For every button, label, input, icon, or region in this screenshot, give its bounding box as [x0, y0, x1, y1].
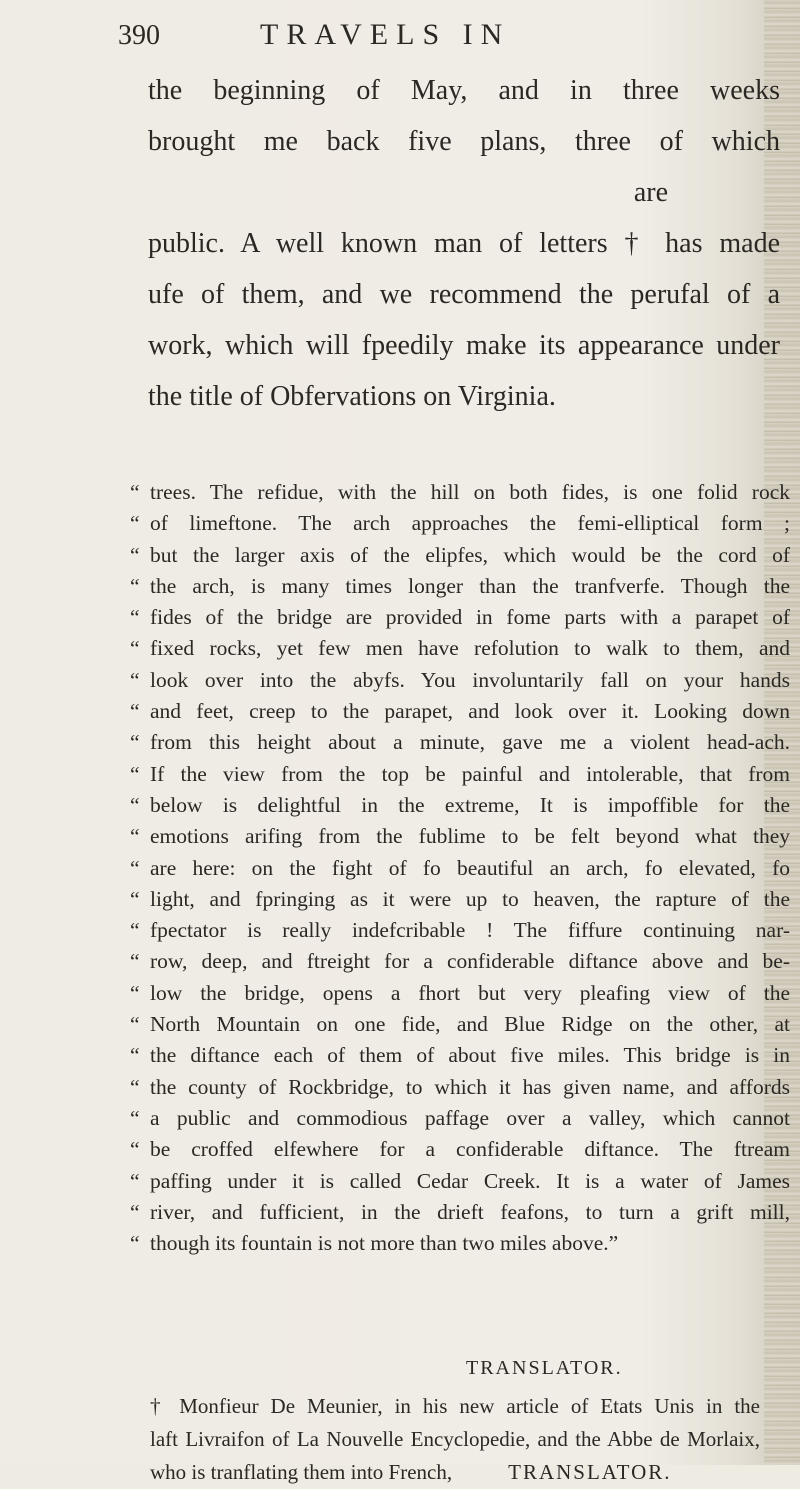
quote-line-text: the diftance each of them of about five miles. This bridge is in [150, 1043, 790, 1068]
quote-line-text: North Mountain on one fide, and Blue Ridge on the other, at [150, 1012, 790, 1037]
quote-mark: “ [130, 980, 140, 1005]
text-line: the beginning of May, and in three weeks [148, 75, 780, 106]
quote-line [130, 1103, 790, 1134]
quote-line-text: of limeftone. The arch approaches the femi-elliptical form ; [150, 511, 790, 536]
quote-line-text: look over into the abyfs. You involuntarily fall on your hands [150, 667, 790, 692]
quote-line-text: the county of Rockbridge, to which it has given name, and affords [150, 1074, 790, 1099]
quote-mark: “ [130, 667, 140, 692]
quote-mark: “ [130, 855, 140, 880]
quote-line-text: trees. The refidue, with the hill on both fides, is one folid rock [150, 480, 790, 504]
quote-mark: “ [130, 1231, 140, 1256]
quote-mark: “ [130, 761, 140, 786]
quote-line [130, 1072, 790, 1103]
quote-mark: “ [130, 949, 140, 974]
quote-line-text: a public and commodious paffage over a valley, which cannot [150, 1105, 790, 1130]
quote-mark: “ [130, 824, 140, 849]
quote-line [130, 727, 790, 758]
quote-line-text: paffing under it is called Cedar Creek. It is a water of James [150, 1168, 790, 1193]
quote-mark: “ [130, 1137, 140, 1162]
quote-line-text: river, and fufficient, in the drieft feafons, to turn a grift mill, [150, 1199, 790, 1224]
quote-line [130, 821, 790, 852]
quote-mark: “ [130, 1199, 140, 1224]
quote-line [130, 1009, 790, 1040]
quote-line [130, 633, 790, 664]
quote-line-text: be croffed elfewhere for a confiderable diftance. The ftream [150, 1137, 790, 1162]
quote-line-text: the arch, is many times longer than the tranfverfe. Though the [150, 573, 790, 598]
quote-mark: “ [130, 918, 140, 943]
quote-line [130, 978, 790, 1009]
quote-line-text: but the larger axis of the elipfes, which would be the cord of [150, 542, 790, 567]
upper-paragraph [148, 65, 780, 422]
quote-line-text: are here: on the fight of fo beautiful an arch, fo elevated, fo [150, 855, 790, 880]
footnote-line [150, 1456, 760, 1489]
text-line: work, which will fpeedily make its appearance under [148, 330, 780, 361]
quote-line [130, 790, 790, 821]
quote-line-text: fpectator is really indefcribable ! The fiffure continuing nar- [150, 918, 790, 943]
quote-line [130, 665, 790, 696]
footnote-signature: TRANSLATOR. [508, 1460, 672, 1484]
running-head: TRAVELS IN [260, 18, 511, 51]
quote-line [130, 1166, 790, 1197]
quote-line [130, 853, 790, 884]
text-line: ufe of them, and we recommend the perufal of a [148, 279, 780, 310]
footnote [150, 1390, 760, 1489]
quote-line-text: light, and fpringing as it were up to heaven, the rapture of the [150, 886, 790, 911]
quote-mark: “ [130, 480, 140, 504]
quote-line [130, 946, 790, 977]
quote-line [130, 571, 790, 602]
quote-line [130, 915, 790, 946]
quote-line-text: fides of the bridge are provided in fome parts with a parapet of [150, 605, 790, 630]
quote-line [130, 759, 790, 790]
quote-line [130, 1228, 790, 1259]
quote-line [130, 884, 790, 915]
quote-line-text: fixed rocks, yet few men have refolution to walk to them, and [150, 636, 790, 661]
footnote-line: † Monfieur De Meunier, in his new article of Etats Unis in the [150, 1394, 760, 1418]
quote-mark: “ [130, 1012, 140, 1037]
footnote-line-text: who is tranflating them into French, [150, 1460, 453, 1484]
quote-line [130, 1197, 790, 1228]
quote-mark: “ [130, 511, 140, 536]
quote-mark: “ [130, 886, 140, 911]
text-line: public. A well known man of letters † has made [148, 228, 780, 259]
quote-line-text: from this height about a minute, gave me a violent head-ach. [150, 730, 790, 755]
quote-mark: “ [130, 792, 140, 817]
quote-line-text: and feet, creep to the parapet, and look over it. Looking down [150, 699, 790, 724]
quote-line [130, 540, 790, 571]
quote-line [130, 696, 790, 727]
text-line: brought me back five plans, three of which [148, 126, 780, 157]
quote-line-text: though its fountain is not more than two miles above.” [150, 1231, 619, 1256]
footnote-line: laft Livraifon of La Nouvelle Encyclopedie, and the Abbe de Morlaix, [150, 1427, 760, 1451]
quote-line-text: below is delightful in the extreme, It is impoffible for the [150, 792, 790, 817]
quote-line-text: emotions arifing from the fublime to be felt beyond what they [150, 824, 790, 849]
quote-mark: “ [130, 1105, 140, 1130]
quote-mark: “ [130, 636, 140, 661]
page-header [118, 18, 718, 58]
text-line: the title of Obfervations on Virginia. [148, 381, 556, 412]
translator-signature: TRANSLATOR. [466, 1357, 623, 1379]
quote-mark: “ [130, 699, 140, 724]
quote-mark: “ [130, 1168, 140, 1193]
quote-line [130, 477, 790, 508]
quote-mark: “ [130, 1074, 140, 1099]
quote-line [130, 1134, 790, 1165]
quote-mark: “ [130, 605, 140, 630]
quote-line-text: low the bridge, opens a fhort but very pleafing view of the [150, 980, 790, 1005]
quote-line-text: If the view from the top be painful and intolerable, that from [150, 761, 790, 786]
page-number: 390 [118, 20, 160, 51]
quote-line [130, 1040, 790, 1071]
quoted-passage [130, 477, 790, 1259]
quote-line [130, 602, 790, 633]
quote-mark: “ [130, 1043, 140, 1068]
quote-mark: “ [130, 542, 140, 567]
quote-line-text: row, deep, and ftreight for a confiderable diftance above and be- [150, 949, 790, 974]
quote-mark: “ [130, 730, 140, 755]
catchword: are [633, 177, 668, 208]
quote-line [130, 508, 790, 539]
quote-mark: “ [130, 573, 140, 598]
